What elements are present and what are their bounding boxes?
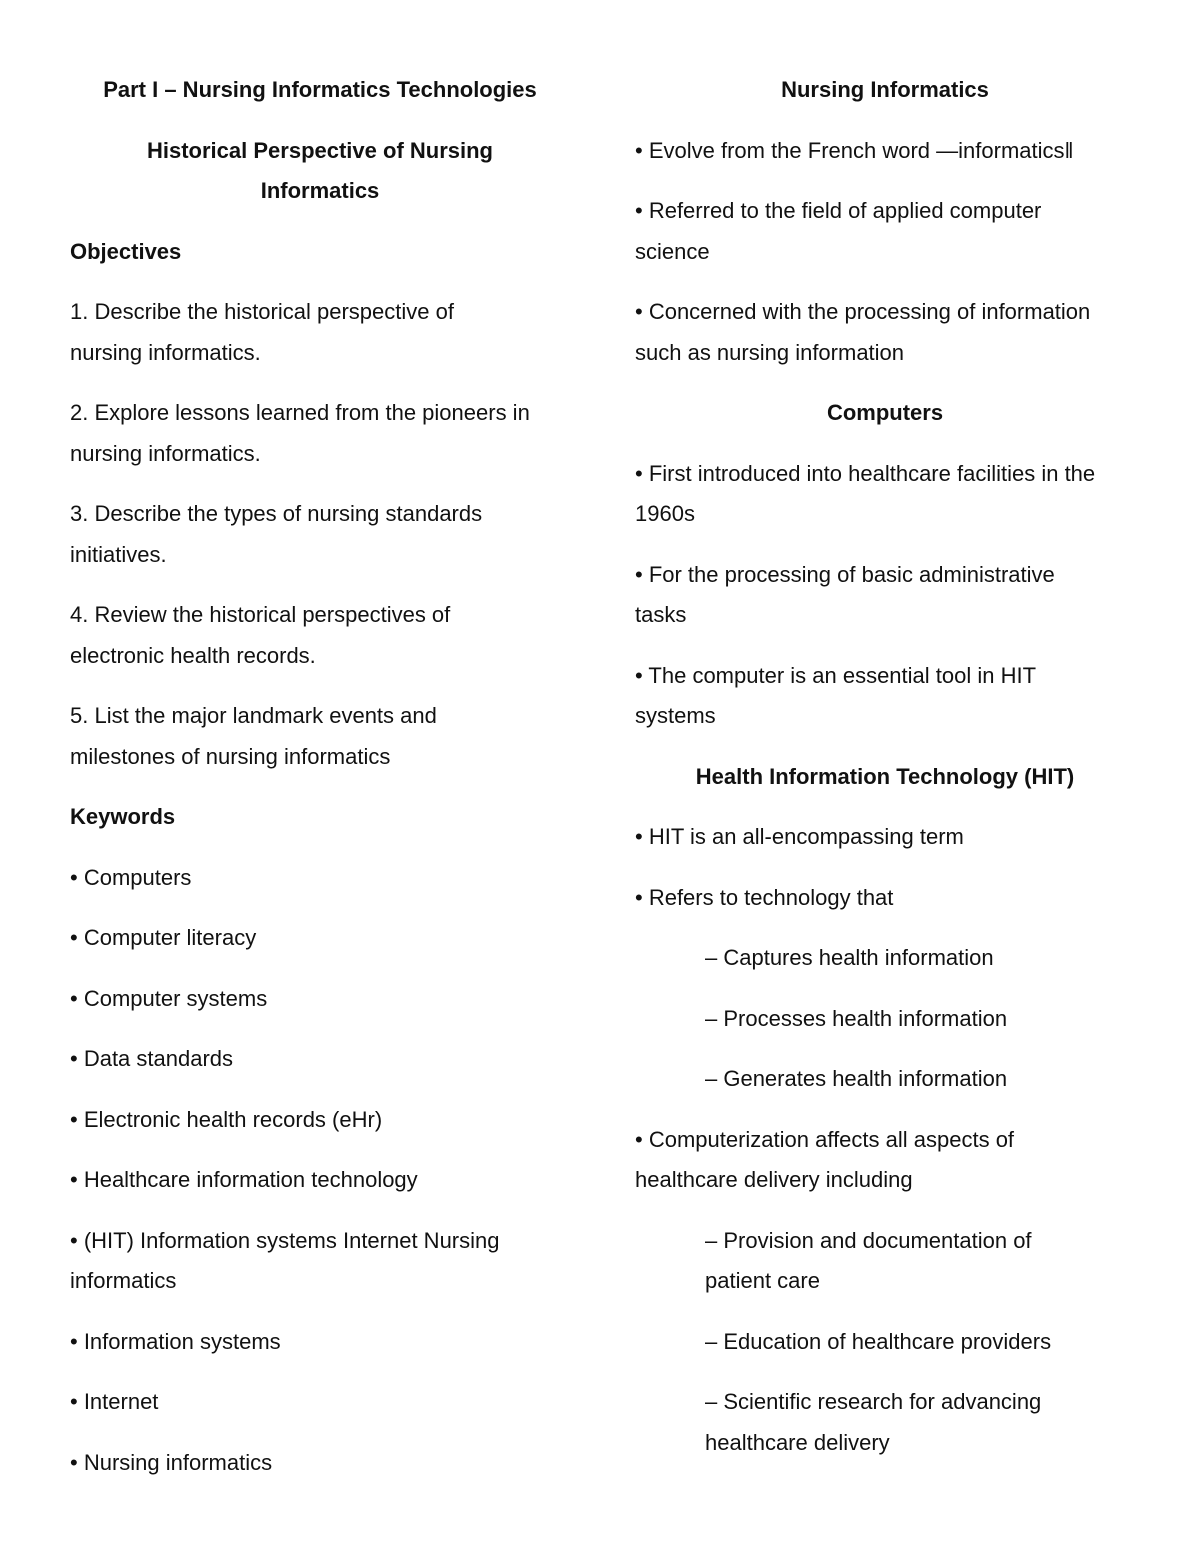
keyword-item: • Computer literacy	[70, 925, 257, 950]
ni-bullet: • Referred to the field of applied computer science	[635, 198, 1042, 264]
hit-heading: Health Information Technology (HIT)	[695, 763, 1075, 789]
keyword-item: • (HIT) Information systems Internet Nursing informatics	[70, 1227, 500, 1293]
computers-bullet: • First introduced into healthcare facilities in the 1960s	[635, 460, 1096, 526]
keyword-item: • Nursing informatics	[70, 1449, 273, 1475]
keyword-item: • Data standards	[70, 1046, 234, 1071]
objective-item: 1. Describe the historical perspective of nursing informatics.	[70, 299, 454, 365]
ni-bullet: • Evolve from the French word —informatics‖	[635, 137, 1074, 163]
objective-item: 4. Review the historical perspectives of electronic health records.	[70, 602, 451, 668]
section-title-line-1: Historical Perspective of Nursing	[147, 137, 493, 163]
computers-heading: Computers	[826, 400, 944, 425]
objective-item: 3. Describe the types of nursing standards initiatives.	[70, 501, 483, 567]
hit-sub-item: – Education of healthcare providers	[705, 1328, 1052, 1354]
computers-bullet: • The computer is an essential tool in HIT systems	[635, 662, 1037, 728]
computers-bullet: • For the processing of basic administrative tasks	[635, 561, 1055, 627]
hit-bullet: • Refers to technology that	[635, 884, 894, 910]
section-title-line-2: Informatics	[260, 178, 380, 203]
objective-item: 2. Explore lessons learned from the pioneers in nursing informatics.	[70, 400, 530, 466]
keyword-item: • Internet	[70, 1389, 159, 1414]
keyword-item: • Computers	[70, 864, 192, 890]
keyword-item: • Healthcare information technology	[70, 1167, 418, 1192]
hit-sub-item: – Provision and documentation of patient care	[705, 1227, 1032, 1293]
keyword-item: • Information systems	[70, 1328, 281, 1354]
right-column	[635, 70, 1135, 1463]
hit-sub-item: – Processes health information	[705, 1005, 1008, 1031]
keyword-item: • Computer systems	[70, 985, 268, 1011]
hit-sub-item: – Captures health information	[705, 945, 994, 970]
hit-sub-item: – Generates health information	[705, 1066, 1008, 1091]
keywords-heading: Keywords	[70, 804, 176, 829]
part-title: Part I – Nursing Informatics Technologies	[103, 77, 537, 102]
hit-bullet: • HIT is an all-encompassing term	[635, 824, 964, 849]
hit-sub-item: – Scientific research for advancing healthcare delivery	[705, 1389, 1042, 1455]
nursing-informatics-heading: Nursing Informatics	[781, 77, 989, 102]
hit-bullet: • Computerization affects all aspects of healthcare delivery including	[635, 1126, 1015, 1192]
left-column	[70, 70, 570, 1483]
objective-item: 5. List the major landmark events and milestones of nursing informatics	[70, 703, 437, 769]
keyword-item: • Electronic health records (eHr)	[70, 1106, 383, 1132]
objectives-heading: Objectives	[70, 238, 182, 264]
ni-bullet: • Concerned with the processing of information such as nursing information	[635, 299, 1091, 365]
